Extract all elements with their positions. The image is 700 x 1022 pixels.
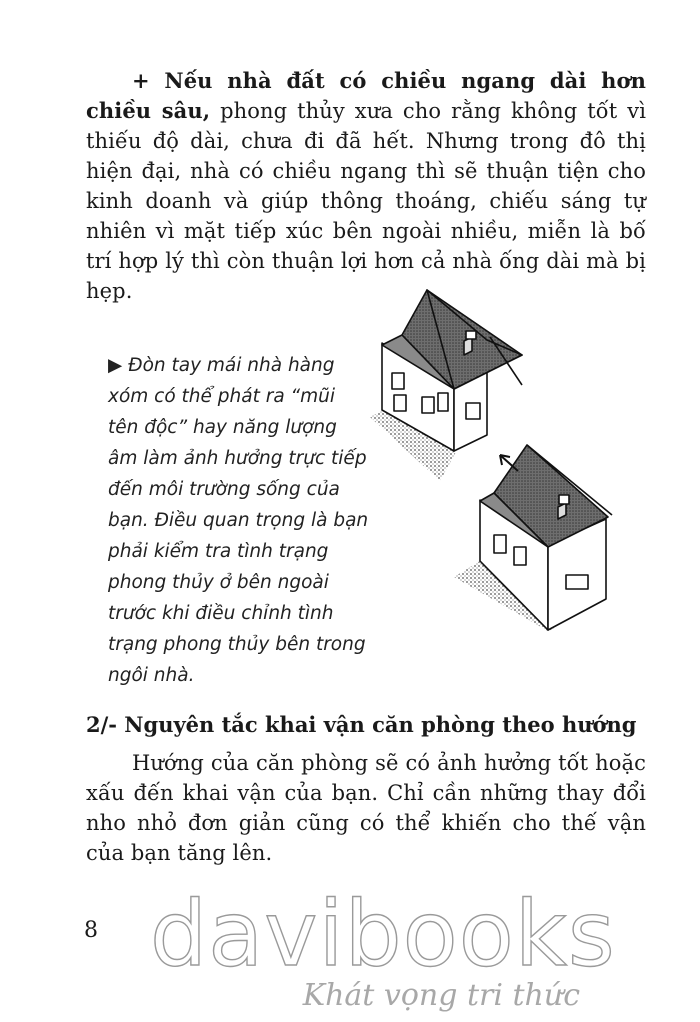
- neighbor-house: [370, 290, 522, 481]
- paragraph-body: phong thủy xưa cho rằng không tốt vì thiếu độ dài, chưa đi đã hết. Nhưng trong đô thị hiện đại, nhà có chiều ngang thì sẽ thuận tiện cho kinh doanh và giúp thông thoáng, chiếu sáng tự nhiên vì mặt tiếp xúc bên ngoài nhiều, miễn là bố trí hợp lý thì còn thuận lợi hơn cả nhà ống dài mà bị hẹp.: [86, 99, 647, 303]
- paragraph-horizontal-lot: [86, 66, 646, 306]
- caption-arrow-icon: ▶: [108, 355, 123, 376]
- section-body: Hướng của căn phòng sẽ có ảnh hưởng tốt hoặc xấu đến khai vận của bạn. Chỉ cần những thay đổi nho nhỏ đơn giản cũng có thể khiến cho thế vận của bạn tăng lên.: [86, 751, 646, 865]
- houses-illustration: [362, 285, 652, 665]
- watermark-slogan: Khát vọng tri thức: [302, 978, 580, 1013]
- paragraph-lead: + Nếu nhà đất có chiều ngang dài hơn chiều sâu,: [86, 68, 646, 123]
- watermark-logo: davibooks: [150, 882, 616, 987]
- section-heading: 2/- Nguyên tắc khai vận căn phòng theo hướng: [86, 712, 637, 737]
- page-number: 8: [84, 918, 98, 943]
- caption-text: Đòn tay mái nhà hàng xóm có thể phát ra “mũi tên độc” hay năng lượng âm làm ảnh hưởng trực tiếp đến môi trường sống của bạn. Điều quan trọng là bạn phải kiểm tra tình trạng phong thủy ở bên ngoài trước khi điều chỉnh tình trạng phong thủy bên trong ngôi nhà.: [108, 355, 369, 686]
- own-house: [454, 445, 612, 631]
- illustration-caption: [108, 350, 370, 691]
